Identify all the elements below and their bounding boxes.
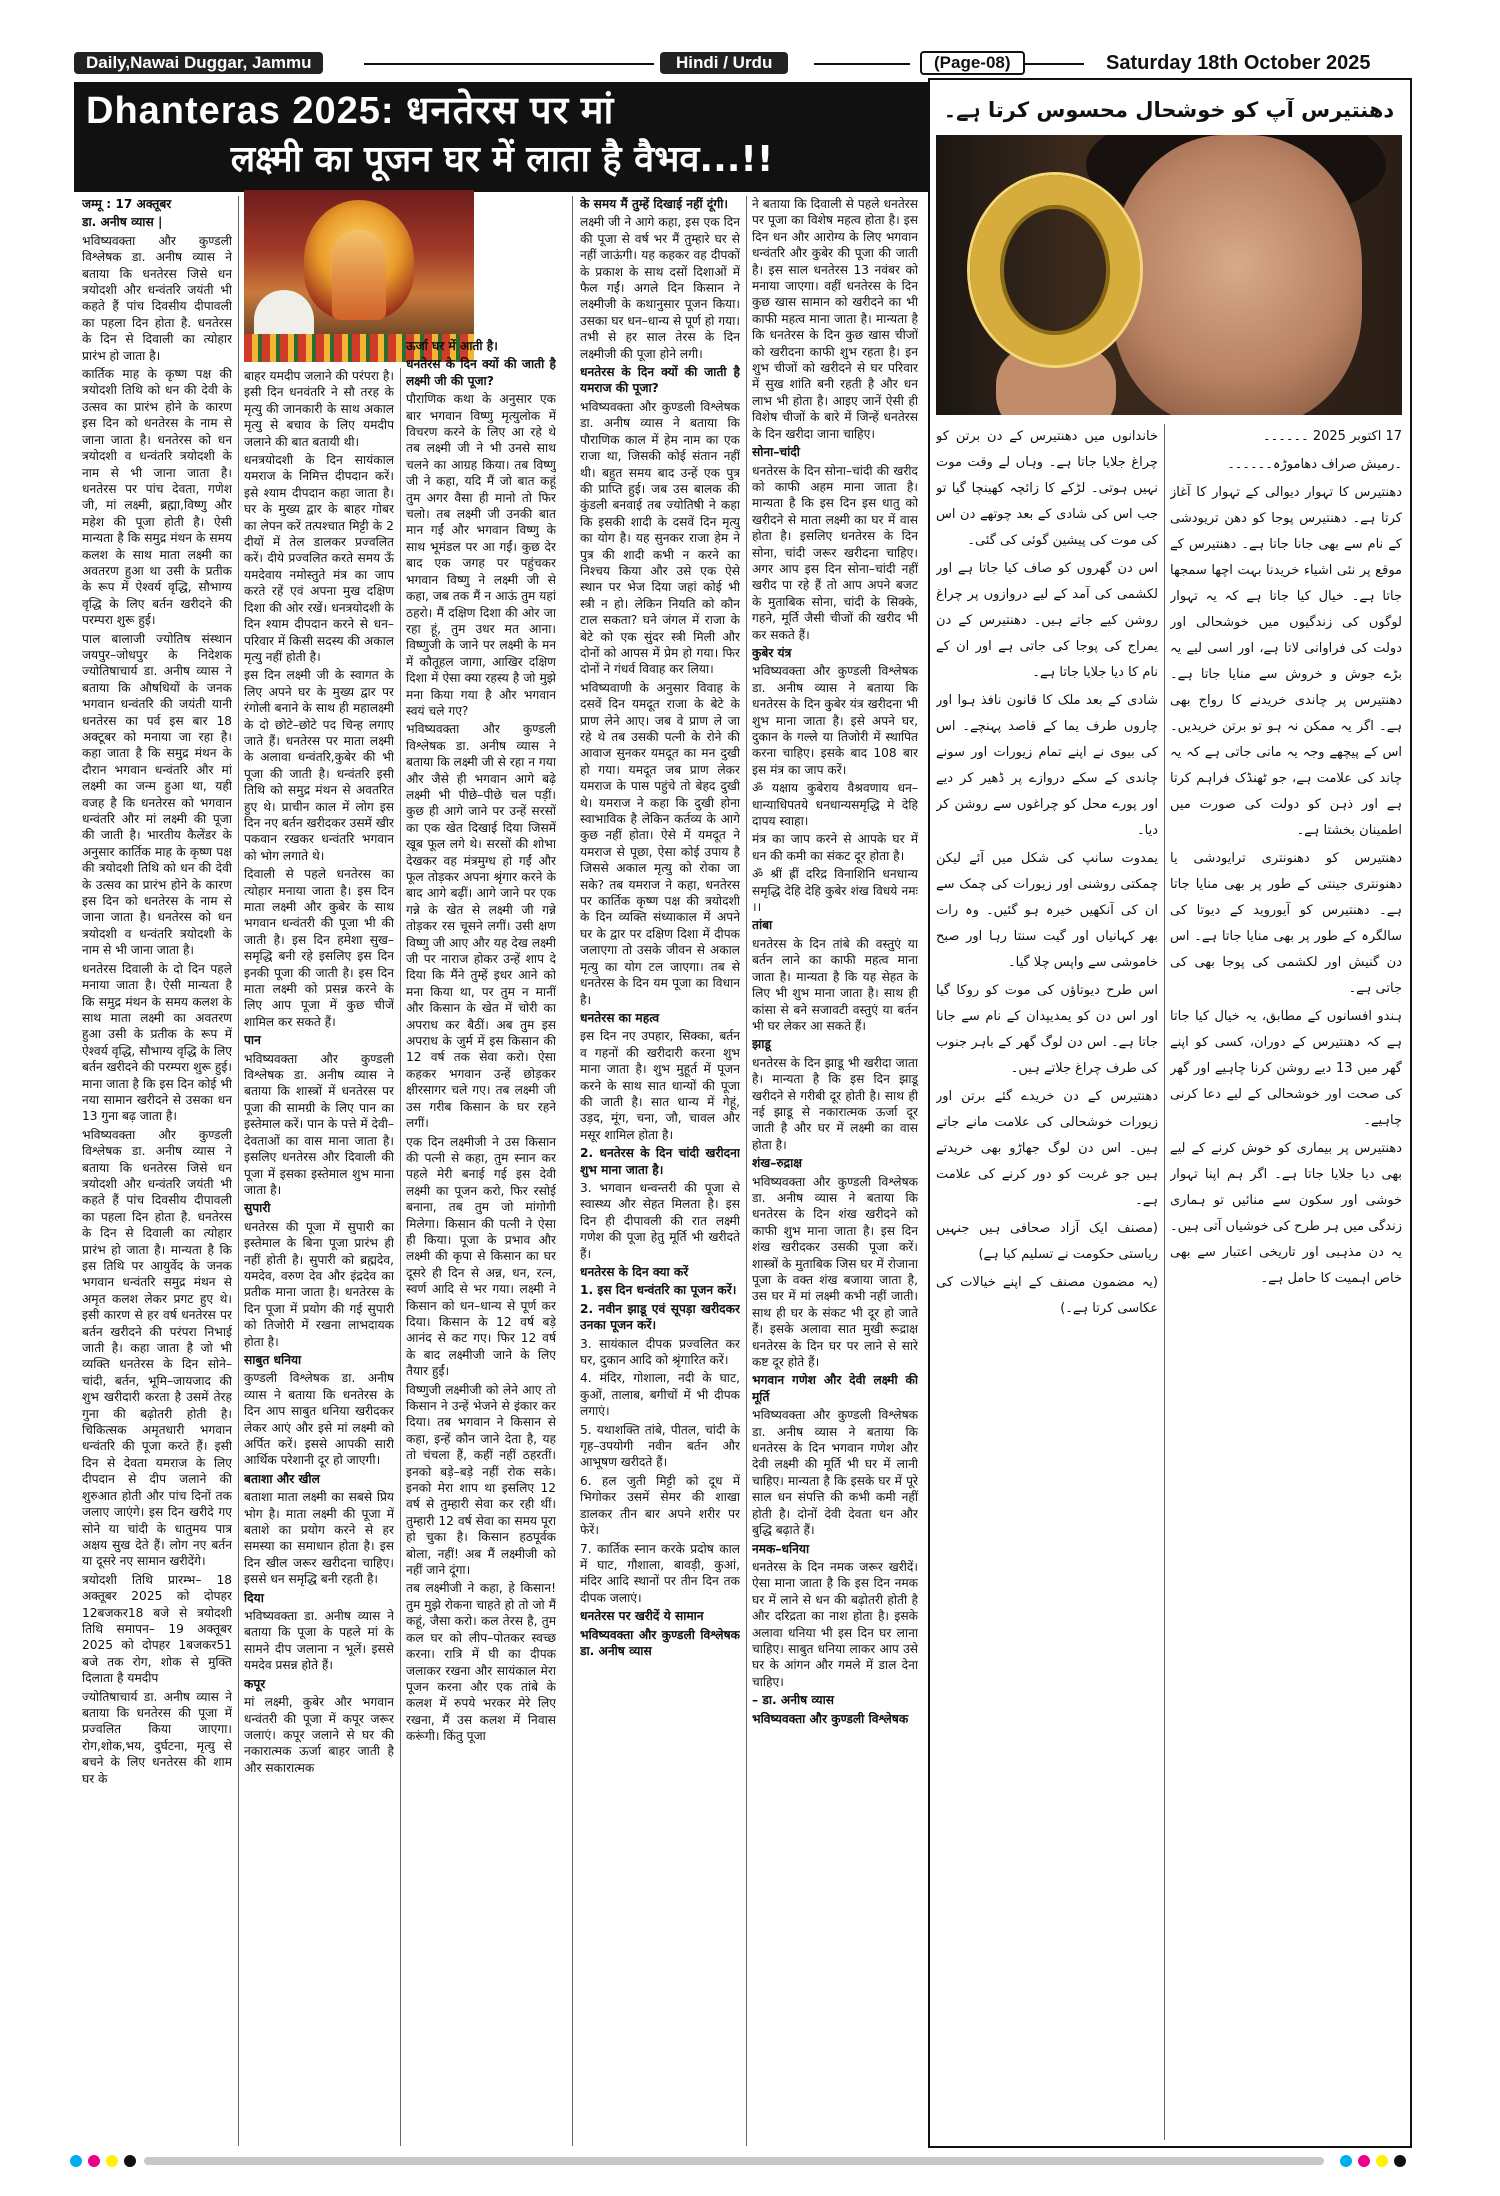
article-paragraph: डा. अनीष व्यास | [82, 215, 163, 230]
article-paragraph: خاندانوں میں دھنتیرس کے دن برتن کو چراغ جلایا جاتا ہے۔ وہاں لے وقت موت نہیں ہوتی۔ لڑکے کا زائچہ کھینچا گیا تو جب اس کی شادی کے بعد چوتھے دن اس کی موت کی پیشین گوئی کی گئی۔ [936, 429, 1158, 548]
article-paragraph: बताशा और खील [244, 1471, 320, 1486]
article-paragraph: ॐ यक्षाय कुबेराय वैश्रवणाय धन–धान्याधिपतये धनधान्यसमृद्धि मे देहि दापय स्वाहा। [752, 781, 918, 829]
article-paragraph: धनत्रयोदशी के दिन सायंकाल यमराज के निमित्त दीपदान करें। इसे श्याम दीपदान कहा जाता है। घर के मुख्य द्वार के बाहर गोबर का लेपन करें तत्पश्चात मिट्टी के 2 दीयों में तेल डालकर प्रज्वलित करें। दीये प्रज्वलित करते समय ऊँ यमदेवाय नमोस्तुते मंत्र का जाप करते रहें एवं अपना मुख दक्षिण दिशा की ओर रखें। धनत्रयोदशी के दिन श्याम दीपदान करने से धन–परिवार में किसी सदस्य की अकाल मृत्यु नहीं होती है। [244, 453, 394, 664]
headline-box [74, 82, 930, 192]
article-paragraph: 2. धनतेरस के दिन चांदी खरीदना शुभ माना जाता है। [580, 1146, 740, 1177]
hindi-column-2 [244, 368, 394, 2146]
column-rule [1164, 424, 1165, 2140]
article-paragraph: तब लक्ष्मीजी ने कहा, हे किसान! तुम मुझे रोकना चाहते हो तो जो मैं कहूं, जैसा करो। कल तेरस है, तुम कल घर को लीप–पोतकर स्वच्छ करना। रात्रि में घी का दीपक जलाकर रखना और सायंकाल मेरा पूजन करना और एक तांबे के कलश में रुपये भरकर मेरे लिए रखना, मैं उस कलश में निवास करूंगी। किंतु पूजा [406, 1581, 556, 1744]
article-paragraph: धनतेरस के दिन क्यों की जाती है लक्ष्मी जी की पूजा? [406, 357, 556, 388]
article-paragraph: एक दिन लक्ष्मीजी ने उस किसान की पत्नी से कहा, तुम स्नान कर पहले मेरी बनाई गई इस देवी लक्ष्मी का पूजन करो, फिर रसोई बनाना, तब तुम जो मांगोगी मिलेगा। किसान की पत्नी ने ऐसा ही किया। पूजा के प्रभाव और लक्ष्मी की कृपा से किसान का घर दूसरे ही दिन से अन्न, धन, रत्न, स्वर्ण आदि से भर गया। लक्ष्मी ने किसान को धन–धान्य से पूर्ण कर दिया। किसान के 12 वर्ष बड़े आनंद से कट गए। फिर 12 वर्ष के बाद लक्ष्मीजी जाने के लिए तैयार हुईं। [406, 1134, 556, 1379]
hindi-column-4 [580, 196, 740, 2146]
article-paragraph: 2. नवीन झाडू एवं सूपड़ा खरीदकर उनका पूजन करें। [580, 1301, 740, 1333]
article-paragraph: त्रयोदशी तिथि प्रारम्भ– 18 अक्तूबर 2025 को दोपहर 12बजकर18 बजे से त्रयोदशी तिथि समापन– 19 अक्तूबर 2025 को दोपहर 1बजकर51 बजे तक रोग, शोक से मुक्ति दिलाता है यमदीप [82, 1572, 232, 1686]
article-paragraph: भविष्यवक्ता और कुण्डली विश्लेषक डा. अनीष व्यास ने बताया कि लक्ष्मी जी से रहा न गया और जैसे ही भगवान आगे बढ़े लक्ष्मी भी पीछे–पीछे चल पड़ीं। कुछ ही आगे जाने पर उन्हें सरसों का एक खेत दिखाई दिया जिसमें खूब फूल लगे थे। सरसों की शोभा देखकर वह मंत्रमुग्ध हो गईं और फूल तोड़कर अपना श्रृंगार करने के बाद आगे बढ़ीं। आगे जाने पर एक गन्ने के खेत से लक्ष्मी जी गन्ने तोड़कर रस चूसने लगीं। उसी क्षण विष्णु जी आए और यह देख लक्ष्मी जी पर नाराज होकर उन्हें शाप दे दिया कि मैंने तुम्हें इधर आने को मना किया था, पर तुम न मानीं और किसान के खेत में चोरी का अपराध कर बैठीं। अब तुम इस अपराध के जुर्म में इस किसान की 12 वर्ष तक सेवा करो। ऐसा कहकर भगवान उन्हें छोड़कर क्षीरसागर चले गए। तब लक्ष्मी जी उस गरीब किसान के घर रहने लगीं। [406, 722, 556, 1131]
article-paragraph: دھنتیرس کو دھنونتری ترایودشی یا دھنونتری جینتی کے طور پر بھی منایا جاتا ہے۔ دھنتیرس کو آیوروید کے دیوتا کی سالگرہ کے طور پر بھی منایا جاتا ہے۔ اس دن گنیش اور لکشمی کی پوجا بھی کی جاتی ہے۔ [1170, 851, 1402, 996]
masthead-date: Saturday 18th October 2025 [1106, 52, 1371, 74]
article-paragraph: भविष्यवक्ता और कुण्डली विश्लेषक डा. अनीष व्यास ने बताया कि शास्त्रों में धनतेरस पर पूजा की सामग्री के लिए पान का इस्तेमाल करें। पान के पत्ते में देवी–देवताओं का वास माना जाता है। इसलिए धनतेरस और दिवाली की पूजा में इसका इस्तेमाल शुभ माना जाता है। [244, 1051, 394, 1197]
column-rule [238, 196, 239, 2146]
article-paragraph: साबुत धनिया [244, 1352, 302, 1367]
article-paragraph: اس طرح دیوتاؤں کی موت کو روکا گیا اور اس دن کو یمدیپدان کے نام سے جانا جاتا ہے۔ اس دن لوگ گھر کے باہر جنوب کی طرف چراغ جلاتے ہیں۔ [936, 983, 1158, 1076]
gold-bangle [970, 175, 1140, 365]
article-paragraph: (یہ مضمون مصنف کے اپنے خیالات کی عکاسی کرتا ہے۔) [936, 1275, 1158, 1316]
yellow-dot [106, 2155, 118, 2167]
masthead-rule-mid [814, 63, 910, 65]
article-paragraph: 5. यथाशक्ति तांबे, पीतल, चांदी के गृह–उपयोगी नवीन बर्तन और आभूषण खरीदते हैं। [580, 1422, 740, 1470]
article-paragraph: धनतेरस के दिन क्या करें [580, 1265, 689, 1279]
article-paragraph: कुण्डली विश्लेषक डा. अनीष व्यास ने बताया कि धनतेरस के दिन आप साबुत धनिया खरीदकर लेकर आएं और इसे मां लक्ष्मी को अर्पित करें। इससे आपकी सारी आर्थिक परेशानी दूर हो जाएगी। [244, 1371, 394, 1468]
article-paragraph: ज्योतिषाचार्य डा. अनीष व्यास ने बताया कि धनतेरस की पूजा में प्रज्वलित किया जाएगा। रोग,शोक,भय, दुर्घटना, मृत्यु से बचने के लिए धनतेरस की शाम घर के [82, 1689, 232, 1786]
column-rule [572, 196, 573, 2146]
article-paragraph: دھنتیرس کا تہوار دیوالی کے تہوار کا آغاز کرتا ہے۔ دھنتیرس پوجا کو دھن تریودشی کے نام سے بھی جانا جاتا ہے۔ دھنتیرس کے موقع پر نئی اشیاء خریدنا بہت اچھا سمجھا جاتا ہے۔ خیال کیا جاتا ہے کہ یہ تہوار لوگوں کی زندگیوں میں خوشحالی اور دولت کی فراوانی لاتا ہے، اور اسی لیے یہ بڑے جوش و خروش سے منایا جاتا ہے۔ دھنتیرس پر چاندی خریدنے کا رواج بھی ہے۔ اگر یہ ممکن نہ ہو تو برتن خریدیں۔ اس کے پیچھے وجہ یہ مانی جاتی ہے کہ یہ چاند کی علامت ہے، جو ٹھنڈک فراہم کرتا ہے اور ذہن کو دولت کی صورت میں اطمینان بخشتا ہے۔ [1170, 485, 1402, 838]
headline-line-1: Dhanteras 2025: धनतेरस पर मां [86, 90, 615, 132]
article-paragraph: یمدوت سانپ کی شکل میں آئے لیکن چمکتی روشنی اور زیورات کی چمک سے ان کی آنکھیں خیرہ ہو گئیں۔ وہ رات بھر کہانیاں اور گیت سنتا رہا اور صبح خاموشی سے واپس چلا گیا۔ [936, 851, 1158, 970]
article-paragraph: विष्णुजी लक्ष्मीजी को लेने आए तो किसान ने उन्हें भेजने से इंकार कर दिया। तब भगवान ने किसान से कहा, इन्हें कौन जाने देता है, यह तो चंचला हैं, कहीं नहीं ठहरतीं। इनको बड़े–बड़े नहीं रोक सके। इनको मेरा शाप था इसलिए 12 वर्ष से तुम्हारी सेवा कर रही थीं। तुम्हारी 12 वर्ष सेवा का समय पूरा हो चुका है। किसान हठपूर्वक बोला, नहीं! अब मैं लक्ष्मीजी को नहीं जाने दूंगा। [406, 1382, 556, 1578]
hindi-column-5 [752, 196, 918, 2146]
article-paragraph: (مصنف ایک آزاد صحافی ہیں جنہیں ریاستی حکومت نے تسلیم کیا ہے) [936, 1221, 1158, 1262]
article-paragraph: भविष्यवक्ता और कुण्डली विश्लेषक डा. अनीष व्यास ने बताया कि धनतेरस के दिन कुबेर यंत्र खरीदना भी शुभ माना जाता है। इसे अपने घर, दुकान के गल्ले या तिजोरी में स्थापित करना चाहिए। इसके बाद 108 बार इस मंत्र का जाप करें। [752, 664, 918, 777]
article-paragraph: भविष्यवक्ता और कुण्डली विश्लेषक डा. अनीष व्यास ने बताया कि धनतेरस के दिन शंख खरीदने को काफी शुभ माना जाता है। इस दिन शंख खरीदकर उसकी पूजा करें। शास्त्रों के मुताबिक जिस घर में रोजाना पूजा के वक्त शंख बजाया जाता है, उस घर में मां लक्ष्मी कभी नहीं जाती। साथ ही घर के संकट भी दूर हो जाते हैं। इसके अलावा सात मुखी रूद्राक्ष धनतेरस के दिन घर पर लाने से सारे कष्ट दूर होते हैं। [752, 1174, 918, 1370]
article-paragraph: धनतेरस पर खरीदें ये सामान [580, 1609, 704, 1624]
article-paragraph: – डा. अनीष व्यास [752, 1693, 835, 1708]
article-paragraph: ने बताया कि दिवाली से पहले धनतेरस पर पूजा का विशेष महत्व होता है। इस दिन धन और आरोग्य के लिए भगवान धन्वंतरि और कुबेर की पूजा की जाती है। इस साल धनतेरस 13 नवंबर को मनाया जाएगा। वहीं धनतेरस के दिन कुछ खास सामान को खरीदने का भी काफी महत्व माना जाता है। मान्यता है कि धनतेरस के दिन कुछ खास चीजों को खरीदना काफी शुभ रहता है। इन शुभ चीजों को खरीदने से घर परिवार में सुख शांति बनी रहती है और धन लाभ भी होता है। आइए जानें ऐसी ही विशेष चीजों के बारे में जिन्हें धनतेरस के दिन खरीदा जाना चाहिए। [752, 197, 918, 441]
article-paragraph: भगवान गणेश और देवी लक्ष्मी की मूर्ति [752, 1373, 918, 1404]
hindi-column-1 [82, 196, 232, 2146]
article-paragraph: लक्ष्मी जी ने आगे कहा, इस एक दिन की पूजा से वर्ष भर मैं तुम्हारे घर से नहीं जाऊंगी। यह कहकर वह दीपकों के प्रकाश के साथ दसों दिशाओं में फैल गईं। अगले दिन किसान ने लक्ष्मीजी के कथानुसार पूजन किया। उसका घर धन–धान्य से पूर्ण हो गया। तभी से हर साल तेरस के दिन लक्ष्मीजी की पूजा होने लगी। [580, 215, 740, 361]
article-paragraph: शंख–रुद्राक्ष [752, 1156, 803, 1171]
article-paragraph: जम्मू : 17 अक्तूबर [82, 197, 172, 211]
article-paragraph: भविष्यवक्ता और कुण्डली विश्लेषक डा. अनीष व्यास [580, 1627, 740, 1658]
article-paragraph: धनतेरस के दिन नमक जरूर खरीदें। ऐसा माना जाता है कि इस दिन नमक घर में लाने से धन की बढ़ोतरी होती है और दरिद्रता का नाश होता है। इसके अलावा धनिया भी इस दिन घर लाना चाहिए। साबुत धनिया लाकर आप उसे घर के आंगन और गमले में डाल देना चाहिए। [752, 1559, 918, 1689]
article-paragraph: दिया [244, 1590, 264, 1605]
article-paragraph: भविष्यवक्ता और कुण्डली विश्लेषक [752, 1711, 909, 1726]
article-paragraph: सुपारी [244, 1201, 271, 1216]
idol-figure [332, 230, 386, 320]
article-paragraph: दिवाली से पहले धनतेरस का त्योहार मनाया जाता है। इस दिन माता लक्ष्मी और कुबेर के साथ भगवान धन्वंतरी की पूजा भी की जाती है। इस दिन हमेशा सुख–समृद्धि बनी रहे इसलिए इस दिन इनकी पूजा की जाती है। इस दिन माता लक्ष्मी को प्रसन्न करने के लिए आप पूजा में कुछ चीजें शामिल कर सकते हैं। [244, 867, 394, 1029]
article-paragraph: ہندو افسانوں کے مطابق، یہ خیال کیا جاتا ہے کہ دھنتیرس کے دوران، کسی کو اپنے گھر میں 13 دیے روشن کرنا چاہیے اور گھر کی صحت اور خوشحالی کے لیے دعا کرنی چاہیے۔ [1170, 1009, 1402, 1128]
hindi-column-3 [406, 338, 556, 2146]
article-paragraph: तांबा [752, 918, 773, 933]
article-paragraph: के समय मैं तुम्हें दिखाई नहीं दूंगी। [580, 197, 729, 211]
masthead-rule-left [364, 63, 654, 65]
masthead-page-number: (Page-08) [920, 51, 1025, 75]
article-paragraph: ۔رمیش صراف دھاموڑہ۔۔۔۔۔۔ [1227, 457, 1402, 472]
article-paragraph: भविष्यवक्ता और कुण्डली विश्लेषक डा. अनीष व्यास ने बताया कि धनतेरस के दिन भगवान गणेश और देवी लक्ष्मी की मूर्ति भी घर में लानी चाहिए। मान्यता है कि इसके घर में पूरे साल धन संपत्ति की कभी कमी नहीं होती है। दोनों देवी देवता धन और बुद्धि बढ़ाते हैं। [752, 1408, 918, 1538]
headline-line-2: लक्ष्मी का पूजन घर में लाता है वैभव...!! [230, 139, 774, 180]
article-paragraph: 3. सायंकाल दीपक प्रज्वलित कर घर, दुकान आदि को श्रृंगारित करें। [580, 1336, 740, 1368]
magenta-dot [88, 2155, 100, 2167]
article-paragraph: 7. कार्तिक स्नान करके प्रदोष काल में घाट, गौशाला, बावड़ी, कुआं, मंदिर आदि स्थानों पर तीन दिन तक दीपक जलाएं। [580, 1541, 740, 1605]
print-registration-strip [40, 2154, 1460, 2168]
article-paragraph: कपूर [244, 1676, 266, 1691]
masthead-publication: Daily,Nawai Duggar, Jammu [74, 52, 323, 74]
article-paragraph: बाहर यमदीप जलाने की परंपरा है। इसी दिन धनवंतरि ने सौ तरह के मृत्यु की जानकारी के साथ अकाल मृत्यु से बचाव के लिए यमदीप जलाने की बात बतायी थी। [244, 369, 394, 449]
black-dot [1394, 2155, 1406, 2167]
masthead-rule-right [1024, 63, 1084, 65]
masthead-language: Hindi / Urdu [660, 52, 788, 74]
article-paragraph: भविष्यवक्ता डा. अनीष व्यास ने बताया कि पूजा के पहले मां के सामने दीप जलाना न भूलें। इससे यमदेव प्रसन्न होते हैं। [244, 1609, 394, 1673]
article-paragraph: شادی کے بعد ملک کا قانون نافذ ہوا اور چاروں طرف یما کے قاصد پہنچے۔ اس کی بیوی نے اپنے تمام زیورات اور سونے چاندی کے سکے دروازے پر ڈھیر کر دیے اور پورے محل کو چراغوں سے روشن کر دیا۔ [936, 693, 1158, 838]
article-paragraph: धनतेरस के दिन सोना–चांदी की खरीद को काफी अहम माना जाता है। मान्यता है कि इस दिन इस धातु को खरीदने से माता लक्ष्मी का घर में वास होता है। इसलिए धनतेरस के दिन सोना, चांदी जरूर खरीदना चाहिए। अगर आप इस दिन सोना–चांदी नहीं खरीद पा रहे हैं तो आप अपने बजट के मुताबिक सोना, चांदी के सिक्के, गहने, मूर्ति जैसी चीजों की खरीद भी कर सकते हैं। [752, 463, 918, 642]
article-paragraph: सोना–चांदी [752, 445, 800, 460]
article-paragraph: اس دن گھروں کو صاف کیا جاتا ہے اور لکشمی کی آمد کے لیے دروازوں پر چراغ روشن کیے جاتے ہیں۔ دھنتیرس کے دن یمراج کی پوجا کی جاتی ہے اور ان کے نام کا دیا جلایا جاتا ہے۔ [936, 561, 1158, 680]
article-paragraph: झाडू [752, 1037, 771, 1052]
article-paragraph: भविष्यवक्ता और कुण्डली विश्लेषक डा. अनीष व्यास ने बताया कि धनतेरस जिसे धन त्रयोदशी और धन्वंतरि जयंती भी कहते हैं पांच दिवसीय दीपावली का पहला दिन होता है. धनतेरस के दिन से दिवाली का त्योहार प्रारंभ हो जाता है। मान्यता है कि इस तिथि पर आयुर्वेद के जनक भगवान धन्वंतरि समुद्र मंथन से अमृत कलश लेकर प्रगट हुए थे। इसी कारण से हर वर्ष धनतेरस पर बर्तन खरीदने की परंपरा निभाई जाती है। कहा जाता है जो भी व्यक्ति धनतेरस के दिन सोने–चांदी, बर्तन, भूमि–जायजाद की शुभ खरीदारी करता है उसमें तेरह गुना की बढ़ोतरी होती है। चिकित्सक अमृतधारी भगवान धन्वंतरि की पूजा करते हैं। इसी दिन से देवता यमराज के लिए दीपदान से दीप जलाने की शुरुआत होती और पांच दिनों तक जलाए जाएंगे। इस दिन खरीदे गए सोने या चांदी के धातुमय पात्र अक्षय सुख देते हैं। लोग नए बर्तन या दूसरे नए सामान खरीदेंगे। [82, 1127, 232, 1569]
urdu-headline: دھنتیرس آپ کو خوشحال محسوس کرتا ہے۔ [943, 98, 1395, 122]
article-paragraph: 3. भगवान धन्वन्तरी की पूजा से स्वास्थ्य और सेहत मिलता है। इस दिन ही दीपावली की रात लक्ष्मी गणेश की पूजा हेतु मूर्ति भी खरीदते हैं। [580, 1180, 740, 1261]
cyan-dot [1340, 2155, 1352, 2167]
article-paragraph: دھنتیرس کے دن خریدے گئے برتن اور زیورات خوشحالی کی علامت مانے جاتے ہیں۔ اس دن لوگ جھاڑو بھی خریدتے ہیں جو غربت کو دور کرنے کی علامت ہے۔ [936, 1089, 1158, 1208]
article-paragraph: इस दिन लक्ष्मी जी के स्वागत के लिए अपने घर के मुख्य द्वार पर रंगोली बनाने के साथ ही महालक्ष्मी के दो छोटे–छोटे पद चिन्ह लगाए जाते हैं। धनतेरस पर माता लक्ष्मी के अलावा धन्वंतरि,कुबेर की भी पूजा की जाती है। धन्वंतरि इसी तिथि को समुद्र मंथन से अवतरित हुए थे। प्राचीन काल में लोग इस दिन नए बर्तन खरीदकर उसमें खीर पकवान रखकर धन्वंतरि भगवान को भोग लगाते थे। [244, 668, 394, 863]
article-paragraph: पाल बालाजी ज्योतिष संस्थान जयपुर–जोधपुर के निदेशक ज्योतिषाचार्य डा. अनीष व्यास ने बताया कि औषधियों के जनक भगवान धन्वंतरि की जयंती यानी धनतेरस का पर्व इस बार 18 अक्टूबर को मनाया जा रहा है। कहा जाता है कि समुद्र मंथन के दौरान भगवान धन्वंतरि और मां लक्ष्मी का जन्म हुआ था, यही वजह है कि धनतेरस को भगवान धन्वंतरि और मां लक्ष्मी की पूजा की जाती है। भारतीय कैलेंडर के अनुसार कार्तिक माह के कृष्ण पक्ष की त्रयोदशी तिथि को धन की देवी के उत्सव का प्रारंभ होने के कारण इस दिन को धनतेरस के नाम से जाना जाता है। धनतेरस को धन त्रयोदशी व धन्वंतरि त्रयोदशी के नाम से भी जाना जाता है। [82, 631, 232, 958]
article-paragraph: 1. इस दिन धन्वंतरि का पूजन करें। [580, 1283, 737, 1298]
article-paragraph: भविष्यवक्ता और कुण्डली विश्लेषक डा. अनीष व्यास ने बताया कि पौराणिक काल में हेम नाम का एक राजा था, जिसकी कोई संतान नहीं थी। बहुत समय बाद उन्हें एक पुत्र की प्राप्ति हुई। जब उस बालक की कुंडली बनवाई तब ज्योतिषी ने कहा कि इसकी शादी के दसवें दिन मृत्यु का योग है। यह सुनकर राजा हेम ने पुत्र की शादी कभी न करने का निश्चय किया और उसे एक ऐसे स्थान पर भेज दिया जहां कोई भी स्त्री न हो। लेकिन नियति को कौन टाल सकता? घने जंगल में राजा के बेटे को एक सुंदर स्त्री मिली और दोनों को आपस में प्रेम हो गया। फिर दोनों ने गंधर्व विवाह कर लिया। [580, 399, 740, 677]
woman-with-bangle-photo [936, 135, 1402, 415]
cyan-dot [70, 2155, 82, 2167]
article-paragraph: ऊर्जा घर में आती है। [406, 339, 498, 353]
article-paragraph: पान [244, 1033, 261, 1048]
article-paragraph: धनतेरस की पूजा में सुपारी का इस्तेमाल के बिना पूजा प्रारंभ ही नहीं होती है। सुपारी को ब्रह्मदेव, यमदेव, वरुण देव और इंद्रदेव का प्रतीक माना जाता है। धनतेरस के दिन पूजा में प्रयोग की गई सुपारी को तिजोरी में रखना लाभदायक होता है। [244, 1219, 394, 1349]
article-paragraph: 6. हल जुती मिट्टी को दूध में भिगोकर उसमें सेमर की शाखा डालकर तीन बार अपने शरीर पर फेरें। [580, 1473, 740, 1538]
article-paragraph: कार्तिक माह के कृष्ण पक्ष की त्रयोदशी तिथि को धन की देवी के उत्सव का प्रारंभ होने के कारण इस दिन को धनतेरस के नाम से जाना जाता है। धनतेरस को धन त्रयोदशी व धन्वंतरि त्रयोदशी के नाम से भी जाना जाता है। धनतेरस पर पांच देवता, गणेश जी, मां लक्ष्मी, ब्रह्मा,विष्णु और महेश की पूजा होती है। ऐसी मान्यता है कि समुद्र मंथन के समय कलश के साथ माता लक्ष्मी का अवतरण हुआ था उसी के प्रतीक के रूप में ऐश्वर्य वृद्धि, सौभाग्य वृद्धि के लिए बर्तन खरीदने की परम्परा शुरू हुई। [82, 367, 232, 628]
article-paragraph: 4. मंदिर, गोशाला, नदी के घाट, कुओं, तालाब, बगीचों में भी दीपक लगाएं। [580, 1371, 740, 1419]
black-dot [124, 2155, 136, 2167]
article-paragraph: इस दिन नए उपहार, सिक्का, बर्तन व गहनों की खरीदारी करना शुभ माना जाता है। शुभ मुहूर्त में पूजन करने के साथ सात धान्यों की पूजा की जाती है। सात धान्य में गेहूं, उड़द, मूंग, चना, जौ, चावल और मसूर शामिल होता है। [580, 1029, 740, 1142]
article-paragraph: دھنتیرس پر بیماری کو خوش کرنے کے لیے بھی دیا جلایا جاتا ہے۔ اگر ہم اپنا تہوار خوشی اور سکون سے منائیں تو ہماری زندگی میں ہر طرح کی خوشیاں آتی ہیں۔ یہ دن مذہبی اور تاریخی اعتبار سے بھی خاص اہمیت کا حامل ہے۔ [1170, 1141, 1402, 1286]
article-paragraph: भविष्यवाणी के अनुसार विवाह के दसवें दिन यमदूत राजा के बेटे के प्राण लेने आए। जब वे प्राण ले जा रहे थे तब उसकी पत्नी के रोने की आवाज सुनकर यमदूत का मन दुखी हो गया। यमदूत जब प्राण लेकर यमराज के पास पहुंचे तो बेहद दुखी थे। यमराज ने कहा कि दुखी होना स्वाभाविक है लेकिन कर्तव्य के आगे कुछ नहीं होता। ऐसे में यमदूत ने यमराज से पूछा, ऐसा कोई उपाय है जिससे अकाल मृत्यु को रोका जा सके? तब यमराज ने कहा, धनतेरस पर कार्तिक कृष्ण पक्ष की त्रयोदशी के दिन व्यक्ति संध्याकाल में अपने घर के द्वार पर दक्षिण दिशा में दीपक जलाएगा तो उसके जीवन से अकाल मृत्यु का योग टल जाएगा। तब से धनतेरस के दिन यम पूजा का विधान है। [580, 680, 740, 1007]
article-paragraph: कुबेर यंत्र [752, 645, 792, 660]
article-paragraph: धनतेरस दिवाली के दो दिन पहले मनाया जाता है। ऐसी मान्यता है कि समुद्र मंथन के समय कलश के साथ माता लक्ष्मी का अवतरण हुआ उसी के प्रतीक के रूप में ऐश्वर्य वृद्धि, सौभाग्य वृद्धि के लिए बर्तन खरीदने की परम्परा शुरू हुई। माना जाता है कि इस दिन कोई भी नया सामान खरीदने से उसका धन 13 गुना बढ़ जाता है। [82, 961, 232, 1124]
article-paragraph: ॐ श्रीं ह्रीं दरिद्र विनाशिनि धनधान्य समृद्धि देहि देहि कुबेर शंख विधये नमः ।। [752, 867, 918, 915]
article-paragraph: धनतेरस के दिन क्यों की जाती है यमराज की पूजा? [580, 365, 740, 396]
article-paragraph: धनतेरस के दिन तांबे की वस्तुएं या बर्तन लाने का काफी महत्व माना जाता है। मान्यता है कि यह सेहत के लिए भी शुभ माना जाता है। साथ ही कांसा से बने सजावटी वस्तुएं या बर्तन भी घर लेकर आ सकते हैं। [752, 936, 918, 1033]
article-paragraph: पौराणिक कथा के अनुसार एक बार भगवान विष्णु मृत्युलोक में विचरण करने के लिए आ रहे थे तब लक्ष्मी जी ने भी उनसे साथ चलने का आग्रह किया। तब विष्णु जी ने कहा, यदि मैं जो बात कहूं तुम अगर वैसा ही मानो तो फिर चलो। तब लक्ष्मी जी उनकी बात मान गईं और भगवान विष्णु के साथ भूमंडल पर आ गईं। कुछ देर बाद एक जगह पर पहुंचकर भगवान विष्णु ने लक्ष्मी जी से कहा, जब तक मैं न आऊं तुम यहां ठहरो। मैं दक्षिण दिशा की ओर जा रहा हूं, तुम उधर मत आना। विष्णुजी के जाने पर लक्ष्मी के मन में कौतूहल जागा, आखिर दक्षिण दिशा में ऐसा क्या रहस्य है जो मुझे मना किया गया है और भगवान स्वयं चले गए? [406, 392, 556, 718]
grey-bar [144, 2157, 1324, 2165]
yellow-dot [1376, 2155, 1388, 2167]
article-paragraph: धनतेरस का महत्व [580, 1010, 660, 1025]
column-rule [400, 368, 401, 2146]
masthead [74, 50, 1424, 76]
article-paragraph: मंत्र का जाप करने से आपके घर में धन की कमी का संकट दूर होता है। [752, 832, 918, 863]
article-paragraph: भविष्यवक्ता और कुण्डली विश्लेषक डा. अनीष व्यास ने बताया कि धनतेरस जिसे धन त्रयोदशी और धन्वंतरि जयंती भी कहते हैं पांच दिवसीय दीपावली का पहला दिन होता है. धनतेरस के दिन से दिवाली का त्योहार प्रारंभ हो जाता है। [82, 233, 232, 363]
article-paragraph: मां लक्ष्मी, कुबेर और भगवान धन्वंतरी की पूजा में कपूर जरूर जलाएं। कपूर जलाने से घर की नकारात्मक ऊर्जा बाहर जाती है और सकारात्मक [244, 1695, 394, 1775]
face-shape [1112, 135, 1362, 415]
article-paragraph: नमक–धनिया [752, 1541, 810, 1556]
lakshmi-idol-photo [244, 190, 474, 362]
magenta-dot [1358, 2155, 1370, 2167]
column-rule [746, 196, 747, 2146]
urdu-column-right [1170, 424, 1402, 2140]
article-paragraph: धनतेरस के दिन झाडू भी खरीदा जाता है। मान्यता है कि इस दिन झाडू खरीदने से गरीबी दूर होती है। साथ ही नई झाडू से नकारात्मक ऊर्जा दूर जाती है और घर में लक्ष्मी का वास होता है। [752, 1055, 918, 1152]
article-paragraph: बताशा माता लक्ष्मी का सबसे प्रिय भोग है। माता लक्ष्मी की पूजा में बताशे का प्रयोग करने से हर समस्या का समाधान होता है। इस दिन खील जरूर खरीदना चाहिए। इससे धन समृद्धि बनी रहती है। [244, 1490, 394, 1587]
article-paragraph: 17 اکتوبر 2025 ۔۔۔۔۔۔ [1263, 429, 1402, 444]
urdu-column-left [936, 424, 1158, 2140]
